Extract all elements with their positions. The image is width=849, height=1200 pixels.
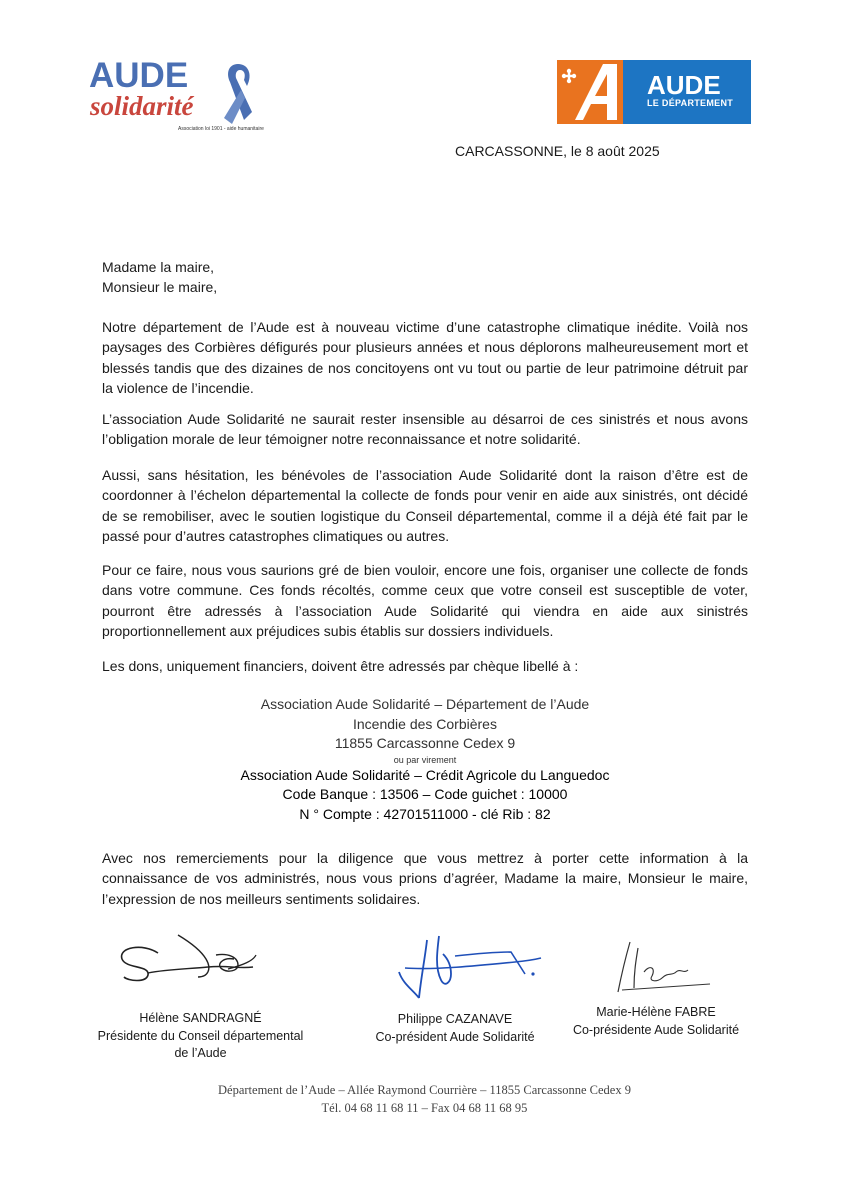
letter-date bbox=[455, 143, 660, 159]
signatory-3 bbox=[560, 932, 752, 1039]
paragraph-2: L’association Aude Solidarité ne saurait rester insensible au désarroi de ces sinistrés et nous avons l’obligation morale de leur témoigner notre reconnaissance et notre solidarité. bbox=[102, 411, 748, 448]
signatory-2-name: Philippe CAZANAVE bbox=[397, 1012, 513, 1026]
signatory-3-name: Marie-Hélène FABRE bbox=[596, 1005, 716, 1019]
logo-left-line1: AUDE bbox=[89, 56, 189, 95]
signatory-1-title2: de l’Aude bbox=[174, 1046, 227, 1060]
letter-footer bbox=[100, 1082, 749, 1117]
signature-cazanave bbox=[355, 928, 555, 1011]
closing-paragraph: Avec nos remerciements pour la diligence que vous mettrez à porter cette information à la connaissance de vos administrés, nous vous prions d’agréer, Madame la maire, Monsieur le maire, l’expression de nos meilleurs sentiments solidaires. bbox=[102, 850, 748, 907]
address-line3: 11855 Carcassonne Cedex 9 bbox=[334, 735, 516, 751]
logo-left-tagline: Association loi 1901 - aide humanitaire bbox=[178, 126, 264, 132]
bank-line1: Association Aude Solidarité – Crédit Agricole du Languedoc bbox=[240, 766, 610, 783]
paragraph-1: Notre département de l’Aude est à nouveau victime d’une catastrophe climatique inédite. Voilà nos paysages des Corbières défigurés pour plusieurs années et nous déplorons malheureusement mort et blessés tandis que des dizaines de nos concitoyens ont vu tout ou partie de leur patrimoine détruit par la violence de l’incendie. bbox=[102, 319, 748, 396]
paragraph-5: Les dons, uniquement financiers, doivent être adressés par chèque libellé à : bbox=[102, 658, 579, 674]
footer-line2: Tél. 04 68 11 68 11 – Fax 04 68 11 68 95 bbox=[321, 1100, 528, 1115]
logo-left-line2: solidarité bbox=[90, 91, 194, 121]
logo-right-line2: LE DÉPARTEMENT bbox=[647, 98, 734, 108]
address-or: ou par virement bbox=[393, 754, 457, 765]
signature-fabre bbox=[560, 932, 752, 1004]
signatory-3-title1: Co-présidente Aude Solidarité bbox=[572, 1022, 740, 1037]
paragraph-4: Pour ce faire, nous vous saurions gré de bien vouloir, encore une fois, organiser une collecte de fonds dans votre commune. Ces fonds récoltés, comme ceux que votre conseil est susceptible de voter, pourront être adressés à l’association Aude Solidarité qui viendra en aide aux sinistrés proportionnellement aux préjudices subis établis sur dossiers individuels. bbox=[102, 562, 748, 639]
signatory-2 bbox=[355, 928, 555, 1046]
bank-line2: Code Banque : 13506 – Code guichet : 10000 bbox=[282, 786, 568, 802]
date-rest: , le 8 août 2025 bbox=[563, 143, 660, 159]
bank-line3: N ° Compte : 42701511000 - clé Rib : 82 bbox=[299, 805, 551, 822]
aude-solidarite-logo bbox=[86, 56, 264, 136]
paragraph-3: Aussi, sans hésitation, les bénévoles de l’association Aude Solidarité dont la raison d’être est de coordonner à l’échelon départemental la collecte de fonds pour venir en aide aux sinistrés, ont décidé de se remobiliser, avec le soutien logistique du Conseil départemental, comme il a déjà été fait par le passé pour d’autres catastrophes climatiques ou autres. bbox=[102, 467, 748, 544]
signatory-1-title1: Présidente du Conseil départemental bbox=[97, 1028, 304, 1043]
footer-line1: Département de l’Aude – Allée Raymond Courrière – 11855 Carcassonne Cedex 9 bbox=[218, 1083, 631, 1097]
payment-address-block bbox=[102, 695, 748, 824]
date-city: CARCASSONNE bbox=[455, 143, 564, 159]
salutation-line2: Monsieur le maire, bbox=[102, 279, 218, 296]
logo-right-line1: AUDE bbox=[647, 70, 721, 100]
ribbon-icon bbox=[220, 60, 256, 126]
address-line1: Association Aude Solidarité – Département de l’Aude bbox=[260, 696, 590, 712]
signatory-1 bbox=[88, 925, 313, 1063]
signature-sandragne bbox=[88, 925, 313, 1010]
cathar-cross-a-icon bbox=[557, 60, 647, 124]
aude-departement-logo bbox=[557, 60, 751, 124]
signatory-1-name: Hélène SANDRAGNÉ bbox=[139, 1011, 262, 1025]
salutation-line1: Madame la maire, bbox=[102, 259, 215, 275]
salutation bbox=[102, 257, 748, 298]
address-line2: Incendie des Corbières bbox=[353, 715, 497, 732]
signatory-2-title1: Co-président Aude Solidarité bbox=[375, 1029, 535, 1044]
